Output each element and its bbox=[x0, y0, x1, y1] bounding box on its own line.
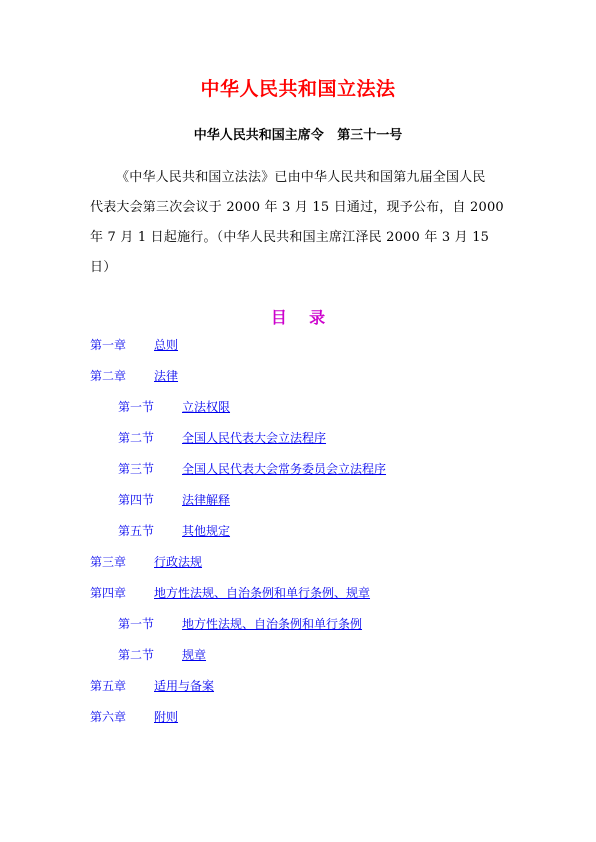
toc-number: 第五节 bbox=[118, 524, 155, 538]
toc-label: 地方性法规、自治条例和单行条例 bbox=[182, 617, 363, 631]
toc-link-ch2-section-5[interactable] bbox=[118, 521, 230, 541]
toc-number: 第二节 bbox=[118, 431, 155, 445]
document-title: 中华人民共和国立法法 bbox=[200, 78, 396, 100]
toc-number: 第六章 bbox=[90, 710, 127, 724]
toc-label: 全国人民代表大会常务委员会立法程序 bbox=[182, 462, 387, 476]
toc-link-ch4-section-1[interactable] bbox=[118, 614, 362, 634]
toc-link-chapter-2[interactable] bbox=[90, 366, 178, 386]
toc-link-chapter-5[interactable] bbox=[90, 676, 214, 696]
toc-label: 立法权限 bbox=[182, 400, 231, 414]
presidential-order-line: 中华人民共和国主席令 第三十一号 bbox=[193, 128, 403, 143]
toc-number: 第一节 bbox=[118, 617, 155, 631]
toc-label: 行政法规 bbox=[154, 555, 203, 569]
toc-label: 其他规定 bbox=[182, 524, 231, 538]
toc-label: 适用与备案 bbox=[154, 679, 215, 693]
toc-label: 总则 bbox=[154, 338, 179, 352]
paragraph-line: 年 7 月 1 日起施行。（中华人民共和国主席江泽民 2000 年 3 月 15 bbox=[90, 230, 490, 245]
toc-link-ch2-section-4[interactable] bbox=[118, 490, 230, 510]
toc-link-ch2-section-3[interactable] bbox=[118, 459, 386, 479]
toc-link-chapter-3[interactable] bbox=[90, 552, 202, 572]
toc-link-chapter-1[interactable] bbox=[90, 335, 178, 355]
toc-number: 第一章 bbox=[90, 338, 127, 352]
toc-label: 规章 bbox=[182, 648, 207, 662]
toc-number: 第三章 bbox=[90, 555, 127, 569]
toc-label: 附则 bbox=[154, 710, 179, 724]
toc-number: 第二节 bbox=[118, 648, 155, 662]
toc-link-ch2-section-2[interactable] bbox=[118, 428, 326, 448]
toc-link-chapter-6[interactable] bbox=[90, 707, 178, 727]
toc-link-ch2-section-1[interactable] bbox=[118, 397, 230, 417]
toc-label: 全国人民代表大会立法程序 bbox=[182, 431, 327, 445]
toc-number: 第三节 bbox=[118, 462, 155, 476]
toc-label: 地方性法规、自治条例和单行条例、规章 bbox=[154, 586, 371, 600]
paragraph-line: 日） bbox=[90, 260, 117, 275]
toc-label: 法律 bbox=[154, 369, 179, 383]
toc-number: 第二章 bbox=[90, 369, 127, 383]
toc-link-ch4-section-2[interactable] bbox=[118, 645, 206, 665]
toc-link-chapter-4[interactable] bbox=[90, 583, 370, 603]
paragraph-line: 《中华人民共和国立法法》已由中华人民共和国第九届全国人民 bbox=[116, 170, 486, 185]
toc-number: 第四章 bbox=[90, 586, 127, 600]
toc-number: 第一节 bbox=[118, 400, 155, 414]
promulgation-paragraph bbox=[90, 163, 508, 283]
toc-label: 法律解释 bbox=[182, 493, 231, 507]
toc-number: 第四节 bbox=[118, 493, 155, 507]
toc-number: 第五章 bbox=[90, 679, 127, 693]
paragraph-line: 代表大会第三次会议于 2000 年 3 月 15 日通过，现予公布，自 2000 bbox=[90, 200, 504, 215]
toc-title: 目 录 bbox=[270, 308, 326, 327]
